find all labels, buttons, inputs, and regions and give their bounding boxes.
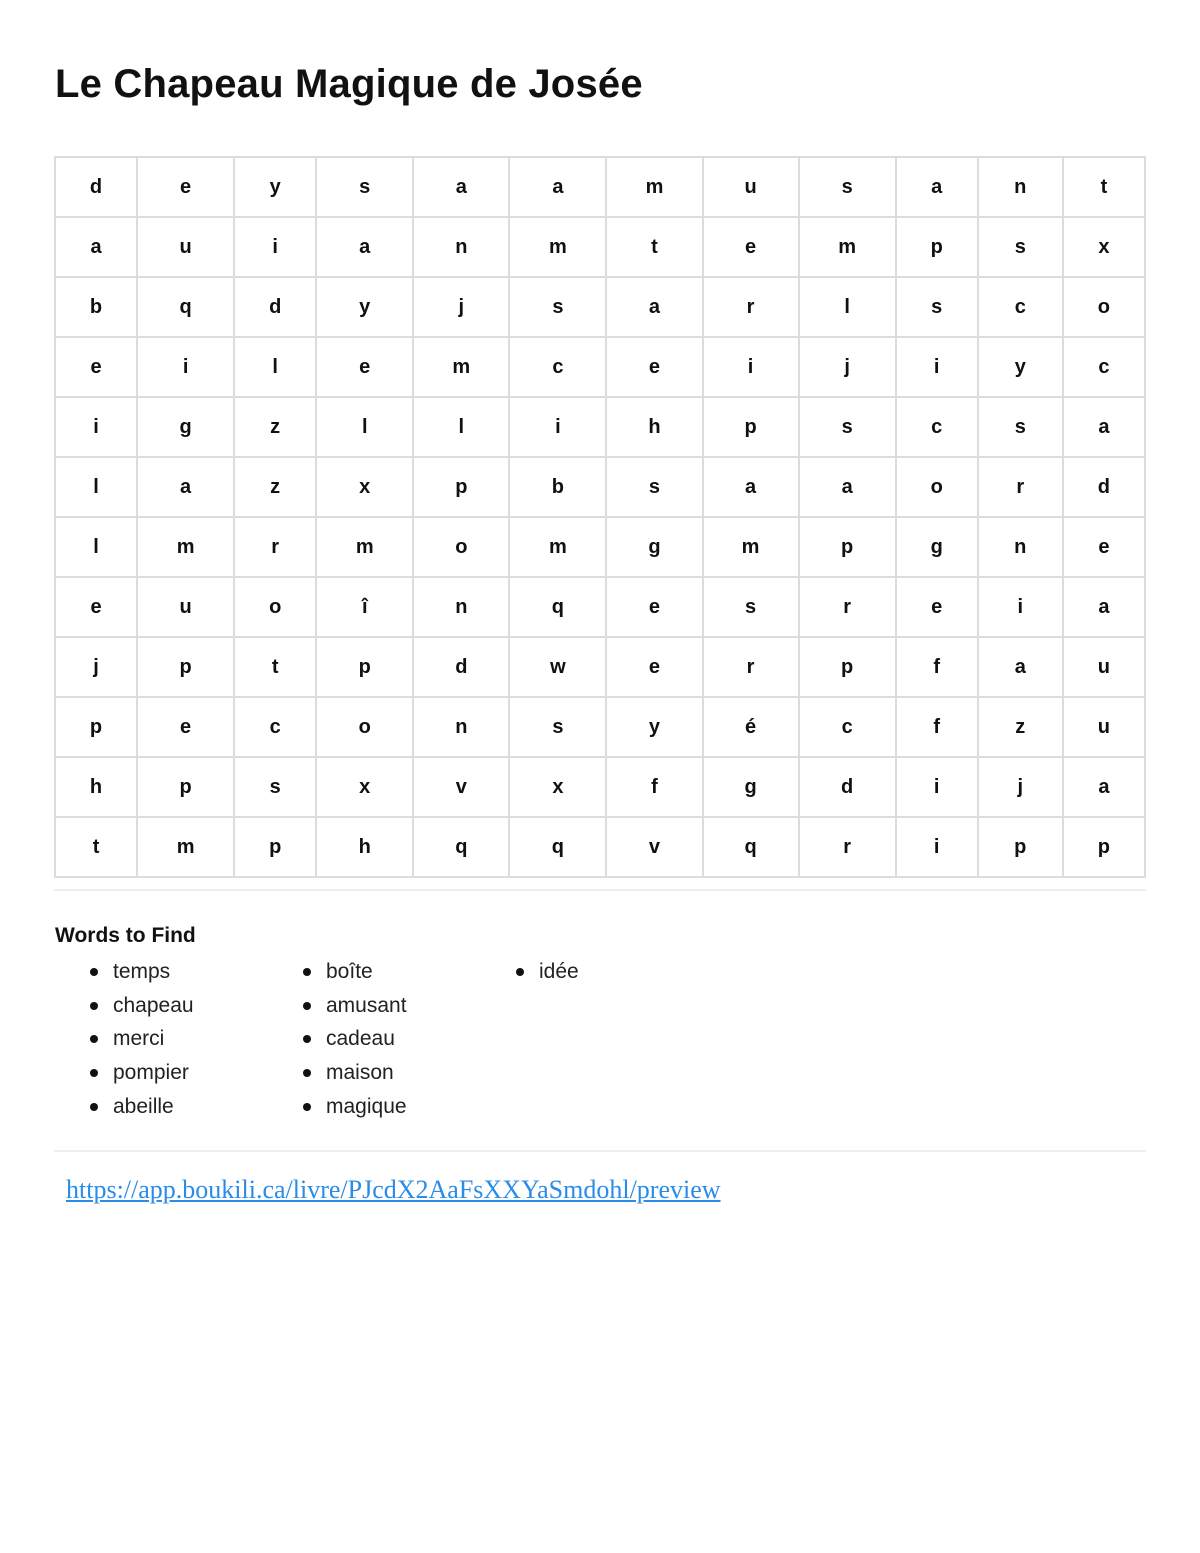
grid-cell: x <box>1063 217 1145 277</box>
grid-cell: a <box>316 217 413 277</box>
word-search-grid <box>54 156 1146 878</box>
grid-cell: y <box>606 697 702 757</box>
word-list-column-2 <box>301 955 407 1124</box>
grid-cell: s <box>896 277 978 337</box>
word-item: abeille <box>88 1090 194 1124</box>
grid-cell: b <box>509 457 606 517</box>
grid-cell: e <box>606 337 702 397</box>
preview-link[interactable]: https://app.boukili.ca/livre/PJcdX2AaFsXXYaSmdohl/preview <box>66 1175 721 1204</box>
grid-cell: i <box>509 397 606 457</box>
grid-cell: m <box>316 517 413 577</box>
word-item: boîte <box>301 955 407 989</box>
grid-cell: f <box>606 757 702 817</box>
grid-cell: g <box>896 517 978 577</box>
grid-cell: c <box>978 277 1063 337</box>
grid-cell: f <box>896 637 978 697</box>
grid-cell: s <box>703 577 799 637</box>
grid-cell: e <box>1063 517 1145 577</box>
grid-row <box>55 817 1145 877</box>
grid-cell: e <box>703 217 799 277</box>
grid-cell: t <box>234 637 316 697</box>
grid-cell: p <box>413 457 509 517</box>
grid-cell: q <box>413 817 509 877</box>
grid-cell: i <box>896 817 978 877</box>
grid-cell: s <box>978 217 1063 277</box>
grid-cell: m <box>703 517 799 577</box>
word-item: cadeau <box>301 1022 407 1056</box>
grid-cell: p <box>1063 817 1145 877</box>
grid-cell: m <box>799 217 896 277</box>
grid-cell: a <box>1063 397 1145 457</box>
grid-cell: i <box>896 757 978 817</box>
words-to-find-heading: Words to Find <box>55 924 196 947</box>
grid-cell: p <box>234 817 316 877</box>
grid-cell: j <box>413 277 509 337</box>
grid-cell: a <box>978 637 1063 697</box>
grid-cell: z <box>234 457 316 517</box>
grid-cell: s <box>234 757 316 817</box>
grid-cell: o <box>1063 277 1145 337</box>
grid-cell: c <box>234 697 316 757</box>
grid-cell: a <box>799 457 896 517</box>
grid-cell: h <box>55 757 137 817</box>
grid-cell: p <box>799 637 896 697</box>
grid-cell: m <box>509 217 606 277</box>
grid-body <box>55 157 1145 877</box>
grid-cell: r <box>703 637 799 697</box>
grid-cell: q <box>137 277 234 337</box>
grid-cell: l <box>55 517 137 577</box>
grid-cell: p <box>978 817 1063 877</box>
grid-cell: l <box>413 397 509 457</box>
grid-cell: u <box>137 217 234 277</box>
grid-cell: h <box>316 817 413 877</box>
grid-cell: p <box>137 757 234 817</box>
grid-cell: c <box>896 397 978 457</box>
divider <box>54 889 1146 891</box>
grid-row <box>55 157 1145 217</box>
grid-cell: l <box>316 397 413 457</box>
word-item: idée <box>514 955 579 989</box>
grid-cell: u <box>1063 697 1145 757</box>
word-list-column-3 <box>514 955 579 989</box>
grid-cell: x <box>509 757 606 817</box>
grid-cell: e <box>137 697 234 757</box>
grid-cell: s <box>978 397 1063 457</box>
grid-cell: o <box>234 577 316 637</box>
grid-cell: t <box>606 217 702 277</box>
page-title: Le Chapeau Magique de Josée <box>55 62 643 106</box>
grid-cell: s <box>509 277 606 337</box>
grid-cell: n <box>413 217 509 277</box>
grid-cell: q <box>509 577 606 637</box>
grid-row <box>55 517 1145 577</box>
grid-cell: y <box>978 337 1063 397</box>
grid-row <box>55 337 1145 397</box>
grid-cell: l <box>55 457 137 517</box>
grid-cell: t <box>55 817 137 877</box>
grid-cell: p <box>55 697 137 757</box>
grid-cell: u <box>703 157 799 217</box>
grid-cell: m <box>413 337 509 397</box>
grid-cell: a <box>1063 757 1145 817</box>
grid-cell: m <box>509 517 606 577</box>
grid-cell: e <box>55 337 137 397</box>
grid-cell: i <box>55 397 137 457</box>
grid-cell: é <box>703 697 799 757</box>
grid-cell: j <box>978 757 1063 817</box>
grid-cell: e <box>316 337 413 397</box>
grid-cell: p <box>703 397 799 457</box>
word-item: magique <box>301 1090 407 1124</box>
grid-cell: b <box>55 277 137 337</box>
grid-cell: r <box>799 577 896 637</box>
grid-cell: e <box>606 637 702 697</box>
word-item: merci <box>88 1022 194 1056</box>
grid-cell: e <box>606 577 702 637</box>
grid-cell: d <box>55 157 137 217</box>
grid-row <box>55 697 1145 757</box>
grid-cell: r <box>799 817 896 877</box>
grid-cell: a <box>509 157 606 217</box>
grid-cell: i <box>978 577 1063 637</box>
grid-cell: m <box>606 157 702 217</box>
grid-cell: q <box>509 817 606 877</box>
grid-cell: g <box>606 517 702 577</box>
grid-cell: i <box>234 217 316 277</box>
word-item: maison <box>301 1056 407 1090</box>
grid-cell: n <box>413 697 509 757</box>
grid-cell: d <box>799 757 896 817</box>
grid-row <box>55 397 1145 457</box>
grid-cell: d <box>413 637 509 697</box>
grid-cell: a <box>413 157 509 217</box>
divider <box>54 1150 1146 1152</box>
grid-cell: n <box>978 517 1063 577</box>
grid-cell: g <box>703 757 799 817</box>
grid-cell: a <box>137 457 234 517</box>
grid-cell: e <box>55 577 137 637</box>
grid-cell: j <box>55 637 137 697</box>
word-item: pompier <box>88 1056 194 1090</box>
grid-cell: z <box>978 697 1063 757</box>
grid-cell: c <box>799 697 896 757</box>
grid-cell: n <box>978 157 1063 217</box>
grid-cell: x <box>316 457 413 517</box>
grid-cell: a <box>606 277 702 337</box>
grid-cell: y <box>234 157 316 217</box>
grid-row <box>55 637 1145 697</box>
grid-cell: u <box>1063 637 1145 697</box>
grid-cell: s <box>316 157 413 217</box>
grid-cell: u <box>137 577 234 637</box>
grid-cell: a <box>1063 577 1145 637</box>
grid-cell: c <box>509 337 606 397</box>
grid-cell: t <box>1063 157 1145 217</box>
grid-cell: f <box>896 697 978 757</box>
grid-cell: a <box>55 217 137 277</box>
grid-row <box>55 757 1145 817</box>
grid-cell: l <box>799 277 896 337</box>
grid-cell: r <box>978 457 1063 517</box>
grid-cell: j <box>799 337 896 397</box>
grid-cell: z <box>234 397 316 457</box>
grid-cell: i <box>703 337 799 397</box>
grid-cell: n <box>413 577 509 637</box>
grid-cell: o <box>316 697 413 757</box>
grid-cell: a <box>896 157 978 217</box>
grid-cell: s <box>606 457 702 517</box>
grid-cell: v <box>606 817 702 877</box>
grid-row <box>55 217 1145 277</box>
grid-cell: h <box>606 397 702 457</box>
grid-cell: r <box>234 517 316 577</box>
grid-cell: c <box>1063 337 1145 397</box>
grid-cell: o <box>896 457 978 517</box>
grid-cell: e <box>896 577 978 637</box>
grid-cell: x <box>316 757 413 817</box>
grid-cell: w <box>509 637 606 697</box>
word-item: chapeau <box>88 989 194 1023</box>
grid-cell: p <box>896 217 978 277</box>
grid-cell: d <box>234 277 316 337</box>
grid-cell: i <box>896 337 978 397</box>
grid-cell: g <box>137 397 234 457</box>
grid-cell: o <box>413 517 509 577</box>
word-list-column-1 <box>88 955 194 1124</box>
grid-cell: î <box>316 577 413 637</box>
grid-cell: v <box>413 757 509 817</box>
grid-cell: m <box>137 817 234 877</box>
grid-row <box>55 277 1145 337</box>
grid-cell: s <box>799 157 896 217</box>
word-item: amusant <box>301 989 407 1023</box>
grid-cell: a <box>703 457 799 517</box>
grid-cell: e <box>137 157 234 217</box>
grid-cell: q <box>703 817 799 877</box>
grid-cell: d <box>1063 457 1145 517</box>
grid-cell: m <box>137 517 234 577</box>
grid-cell: s <box>799 397 896 457</box>
grid-cell: p <box>137 637 234 697</box>
grid-cell: i <box>137 337 234 397</box>
grid-cell: p <box>316 637 413 697</box>
word-item: temps <box>88 955 194 989</box>
grid-cell: r <box>703 277 799 337</box>
grid-cell: s <box>509 697 606 757</box>
grid-row <box>55 457 1145 517</box>
grid-cell: p <box>799 517 896 577</box>
grid-cell: l <box>234 337 316 397</box>
grid-cell: y <box>316 277 413 337</box>
grid-row <box>55 577 1145 637</box>
